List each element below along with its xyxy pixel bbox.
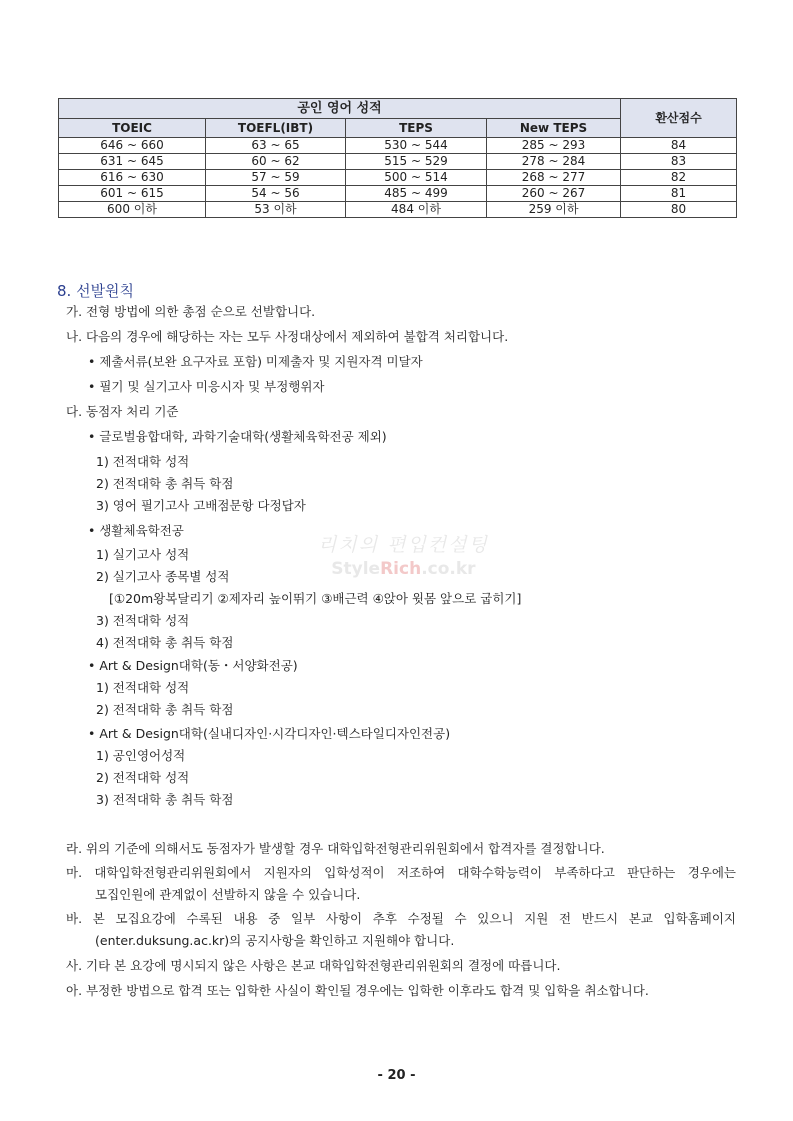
table-cell: 82 xyxy=(621,170,737,186)
rule-ra: 라. 위의 기준에 의해서도 동점자가 발생할 경우 대학입학전형관리위원회에서 합격자를 결정합니다. xyxy=(66,841,605,856)
rule-ma-cont: 모집인원에 관계없이 선발하지 않을 수 있습니다. xyxy=(95,887,361,902)
table-row xyxy=(59,138,737,154)
score-conversion-table xyxy=(58,98,737,218)
rule-na: 나. 다음의 경우에 해당하는 자는 모두 사정대상에서 제외하여 불합격 처리합니다. xyxy=(66,329,509,344)
list-item: 4) 전적대학 총 취득 학점 xyxy=(96,635,234,650)
rule-ba: 바. 본 모집요강에 수록된 내용 중 일부 사항이 추후 수정될 수 있으니 지원 전 반드시 본교 입학홈페이지 xyxy=(66,911,736,926)
bullet-item: • 생활체육학전공 xyxy=(88,522,184,540)
list-item: 2) 전적대학 총 취득 학점 xyxy=(96,702,234,717)
table-row xyxy=(59,154,737,170)
list-item: 2) 전적대학 총 취득 학점 xyxy=(96,476,234,491)
table-cell: 500 ~ 514 xyxy=(346,170,487,186)
list-item: 1) 실기고사 성적 xyxy=(96,547,190,562)
header-new-teps: New TEPS xyxy=(487,119,621,138)
list-item: 1) 공인영어성적 xyxy=(96,748,186,763)
list-item: 2) 전적대학 성적 xyxy=(96,770,190,785)
table-cell: 84 xyxy=(621,138,737,154)
section-title: 8. 선발원칙 xyxy=(57,282,135,300)
table-cell: 278 ~ 284 xyxy=(487,154,621,170)
table-cell: 260 ~ 267 xyxy=(487,186,621,202)
table-cell: 81 xyxy=(621,186,737,202)
rule-da: 다. 동점자 처리 기준 xyxy=(66,404,179,419)
table-cell: 515 ~ 529 xyxy=(346,154,487,170)
list-item: 3) 전적대학 성적 xyxy=(96,613,190,628)
header-teps: TEPS xyxy=(346,119,487,138)
table-cell: 57 ~ 59 xyxy=(206,170,346,186)
table-cell: 616 ~ 630 xyxy=(59,170,206,186)
table-row xyxy=(59,170,737,186)
watermark-line2 xyxy=(318,557,489,581)
bullet-item: • Art & Design대학(동・서양화전공) xyxy=(88,657,298,675)
rule-ba-cont: (enter.duksung.ac.kr)의 공지사항을 확인하고 지원해야 합니다. xyxy=(95,933,455,948)
rule-sa: 사. 기타 본 요강에 명시되지 않은 사항은 본교 대학입학전형관리위원회의 결정에 따릅니다. xyxy=(66,958,561,973)
watermark-style: Style xyxy=(331,559,381,579)
table-cell: 646 ~ 660 xyxy=(59,138,206,154)
table-cell: 83 xyxy=(621,154,737,170)
rule-ga: 가. 전형 방법에 의한 총점 순으로 선발합니다. xyxy=(66,304,316,319)
list-item: 1) 전적대학 성적 xyxy=(96,680,190,695)
table-cell: 54 ~ 56 xyxy=(206,186,346,202)
list-item: [①20m왕복달리기 ②제자리 높이뛰기 ③배근력 ④앉아 윗몸 앞으로 굽히기] xyxy=(109,591,522,606)
header-english-scores: 공인 영어 성적 xyxy=(59,99,621,119)
list-item: 3) 전적대학 총 취득 학점 xyxy=(96,792,234,807)
table-cell: 631 ~ 645 xyxy=(59,154,206,170)
table-cell: 530 ~ 544 xyxy=(346,138,487,154)
table-cell: 80 xyxy=(621,202,737,218)
table-row xyxy=(59,186,737,202)
bullet-item: • 필기 및 실기고사 미응시자 및 부정행위자 xyxy=(88,378,325,396)
table-cell: 601 ~ 615 xyxy=(59,186,206,202)
table-cell: 63 ~ 65 xyxy=(206,138,346,154)
header-converted-score: 환산점수 xyxy=(621,99,737,138)
table-cell: 485 ~ 499 xyxy=(346,186,487,202)
header-toefl: TOEFL(IBT) xyxy=(206,119,346,138)
table-cell: 60 ~ 62 xyxy=(206,154,346,170)
table-cell: 268 ~ 277 xyxy=(487,170,621,186)
watermark-rich: Rich xyxy=(380,559,422,579)
bullet-item: • 글로벌융합대학, 과학기술대학(생활체육학전공 제외) xyxy=(88,428,387,446)
table-cell: 600 이하 xyxy=(59,202,206,218)
rule-a: 아. 부정한 방법으로 합격 또는 입학한 사실이 확인될 경우에는 입학한 이후라도 합격 및 입학을 취소합니다. xyxy=(66,983,649,998)
table-row xyxy=(59,202,737,218)
table-cell: 259 이하 xyxy=(487,202,621,218)
watermark-domain: .co.kr xyxy=(421,559,476,579)
table-cell: 484 이하 xyxy=(346,202,487,218)
watermark xyxy=(318,533,489,581)
list-item: 3) 영어 필기고사 고배점문항 다정답자 xyxy=(96,498,306,513)
header-toeic: TOEIC xyxy=(59,119,206,138)
watermark-line1: 리치의 편입컨설팅 xyxy=(318,534,489,556)
rule-ma: 마. 대학입학전형관리위원회에서 지원자의 입학성적이 저조하여 대학수학능력이 부족하다고 판단하는 경우에는 xyxy=(66,865,736,880)
table-cell: 285 ~ 293 xyxy=(487,138,621,154)
bullet-item: • Art & Design대학(실내디자인·시각디자인·텍스타일디자인전공) xyxy=(88,725,450,743)
page-number: - 20 - xyxy=(377,1068,416,1083)
table-cell: 53 이하 xyxy=(206,202,346,218)
list-item: 1) 전적대학 성적 xyxy=(96,454,190,469)
bullet-item: • 제출서류(보완 요구자료 포함) 미제출자 및 지원자격 미달자 xyxy=(88,353,423,371)
list-item: 2) 실기고사 종목별 성적 xyxy=(96,569,230,584)
